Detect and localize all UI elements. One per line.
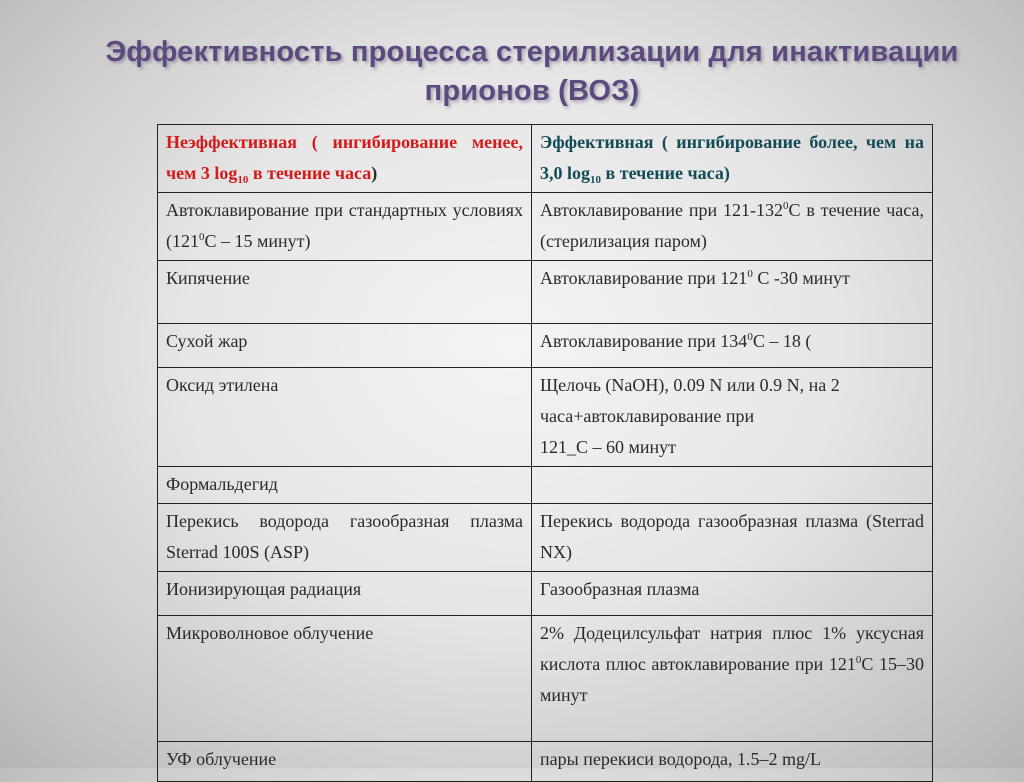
degree-sup: 0 xyxy=(783,200,789,212)
row-effective-cell xyxy=(532,572,933,616)
table-row xyxy=(158,368,933,467)
degree-sup: 0 xyxy=(199,231,205,243)
cell-text: Оксид этилена xyxy=(166,375,279,395)
header-ineffective-text2: в течение часа xyxy=(248,163,372,183)
header-ineffective-text1: Неэффективная ( ингибирование менее, чем 3 log xyxy=(166,132,523,183)
row-ineffective-cell xyxy=(158,261,532,324)
row-effective-cell xyxy=(532,616,933,742)
header-effective-sub: 10 xyxy=(590,174,602,186)
cell-text: Автоклавирование при 121 xyxy=(540,268,748,288)
table-row xyxy=(158,193,933,261)
row-effective-cell xyxy=(532,324,933,368)
table-row xyxy=(158,324,933,368)
row-effective-cell xyxy=(532,504,933,572)
row-ineffective-cell xyxy=(158,324,532,368)
degree-sup: 0 xyxy=(747,268,753,280)
cell-text: Щелочь (NaOH), 0.09 N или 0.9 N, на 2 xyxy=(540,375,840,395)
cell-text: Автоклавирование при стандартных условиях (121 xyxy=(166,200,523,251)
cell-text: 121_С – 60 минут xyxy=(540,437,677,457)
header-effective xyxy=(532,125,933,193)
table-row xyxy=(158,504,933,572)
cell-text: пары перекиси водорода, 1.5–2 mg/L xyxy=(540,749,821,769)
degree-sup: 0 xyxy=(747,331,753,343)
cell-text: УФ облучение xyxy=(166,749,277,769)
row-ineffective-cell xyxy=(158,368,532,467)
cell-text: часа+автоклавирование при xyxy=(540,406,755,426)
header-ineffective xyxy=(158,125,532,193)
row-ineffective-cell xyxy=(158,742,532,782)
cell-text: 2% Додецилсульфат натрия плюс 1% уксусная кислота плюс автоклавирование при 121 xyxy=(540,623,924,674)
cell-text: Микроволновое облучение xyxy=(166,623,374,643)
sterilization-table xyxy=(157,124,933,782)
cell-text: С – 18 ( xyxy=(752,331,812,351)
header-effective-text1: Эффективная ( ингибирование более, чем на 3,0 log xyxy=(540,132,924,183)
row-effective-cell xyxy=(532,193,933,261)
table-row xyxy=(158,261,933,324)
slide-title-line1: Эффективность процесса стерилизации для инактивации xyxy=(105,36,959,68)
row-effective-cell xyxy=(532,368,933,467)
table-row xyxy=(158,616,933,742)
row-ineffective-cell xyxy=(158,467,532,504)
row-ineffective-cell xyxy=(158,504,532,572)
cell-text: Формальдегид xyxy=(166,474,278,494)
table-row xyxy=(158,742,933,782)
cell-text: Газообразная плазма xyxy=(540,579,700,599)
cell-text: Кипячение xyxy=(166,268,250,288)
header-effective-text2: в течение часа) xyxy=(601,163,730,183)
cell-text: Автоклавирование при 134 xyxy=(540,331,748,351)
cell-text: Перекись водорода газообразная плазма Sterrad 100S (ASP) xyxy=(166,511,523,562)
table-row xyxy=(158,572,933,616)
row-effective-cell xyxy=(532,742,933,782)
row-ineffective-cell xyxy=(158,193,532,261)
row-effective-cell xyxy=(532,467,933,504)
header-ineffective-close: ) xyxy=(371,163,378,183)
row-effective-cell xyxy=(532,261,933,324)
cell-text: Автоклавирование при 121-132 xyxy=(540,200,783,220)
cell-text: С -30 минут xyxy=(752,268,850,288)
cell-text: Сухой жар xyxy=(166,331,248,351)
slide-title xyxy=(80,33,984,111)
table-row xyxy=(158,467,933,504)
header-ineffective-sub: 10 xyxy=(237,174,249,186)
row-ineffective-cell xyxy=(158,616,532,742)
cell-text: С – 15 минут) xyxy=(204,231,311,251)
cell-text: С в течение часа, (стерилизация паром) xyxy=(540,200,924,251)
degree-sup: 0 xyxy=(855,654,862,666)
cell-text: Перекись водорода газообразная плазма (Sterrad NX) xyxy=(540,511,924,562)
slide-title-line2: прионов (ВОЗ) xyxy=(424,75,640,107)
cell-text: С 15–30 минут xyxy=(540,654,925,705)
cell-text: Ионизирующая радиация xyxy=(166,579,362,599)
table-header-row xyxy=(158,125,933,193)
row-ineffective-cell xyxy=(158,572,532,616)
